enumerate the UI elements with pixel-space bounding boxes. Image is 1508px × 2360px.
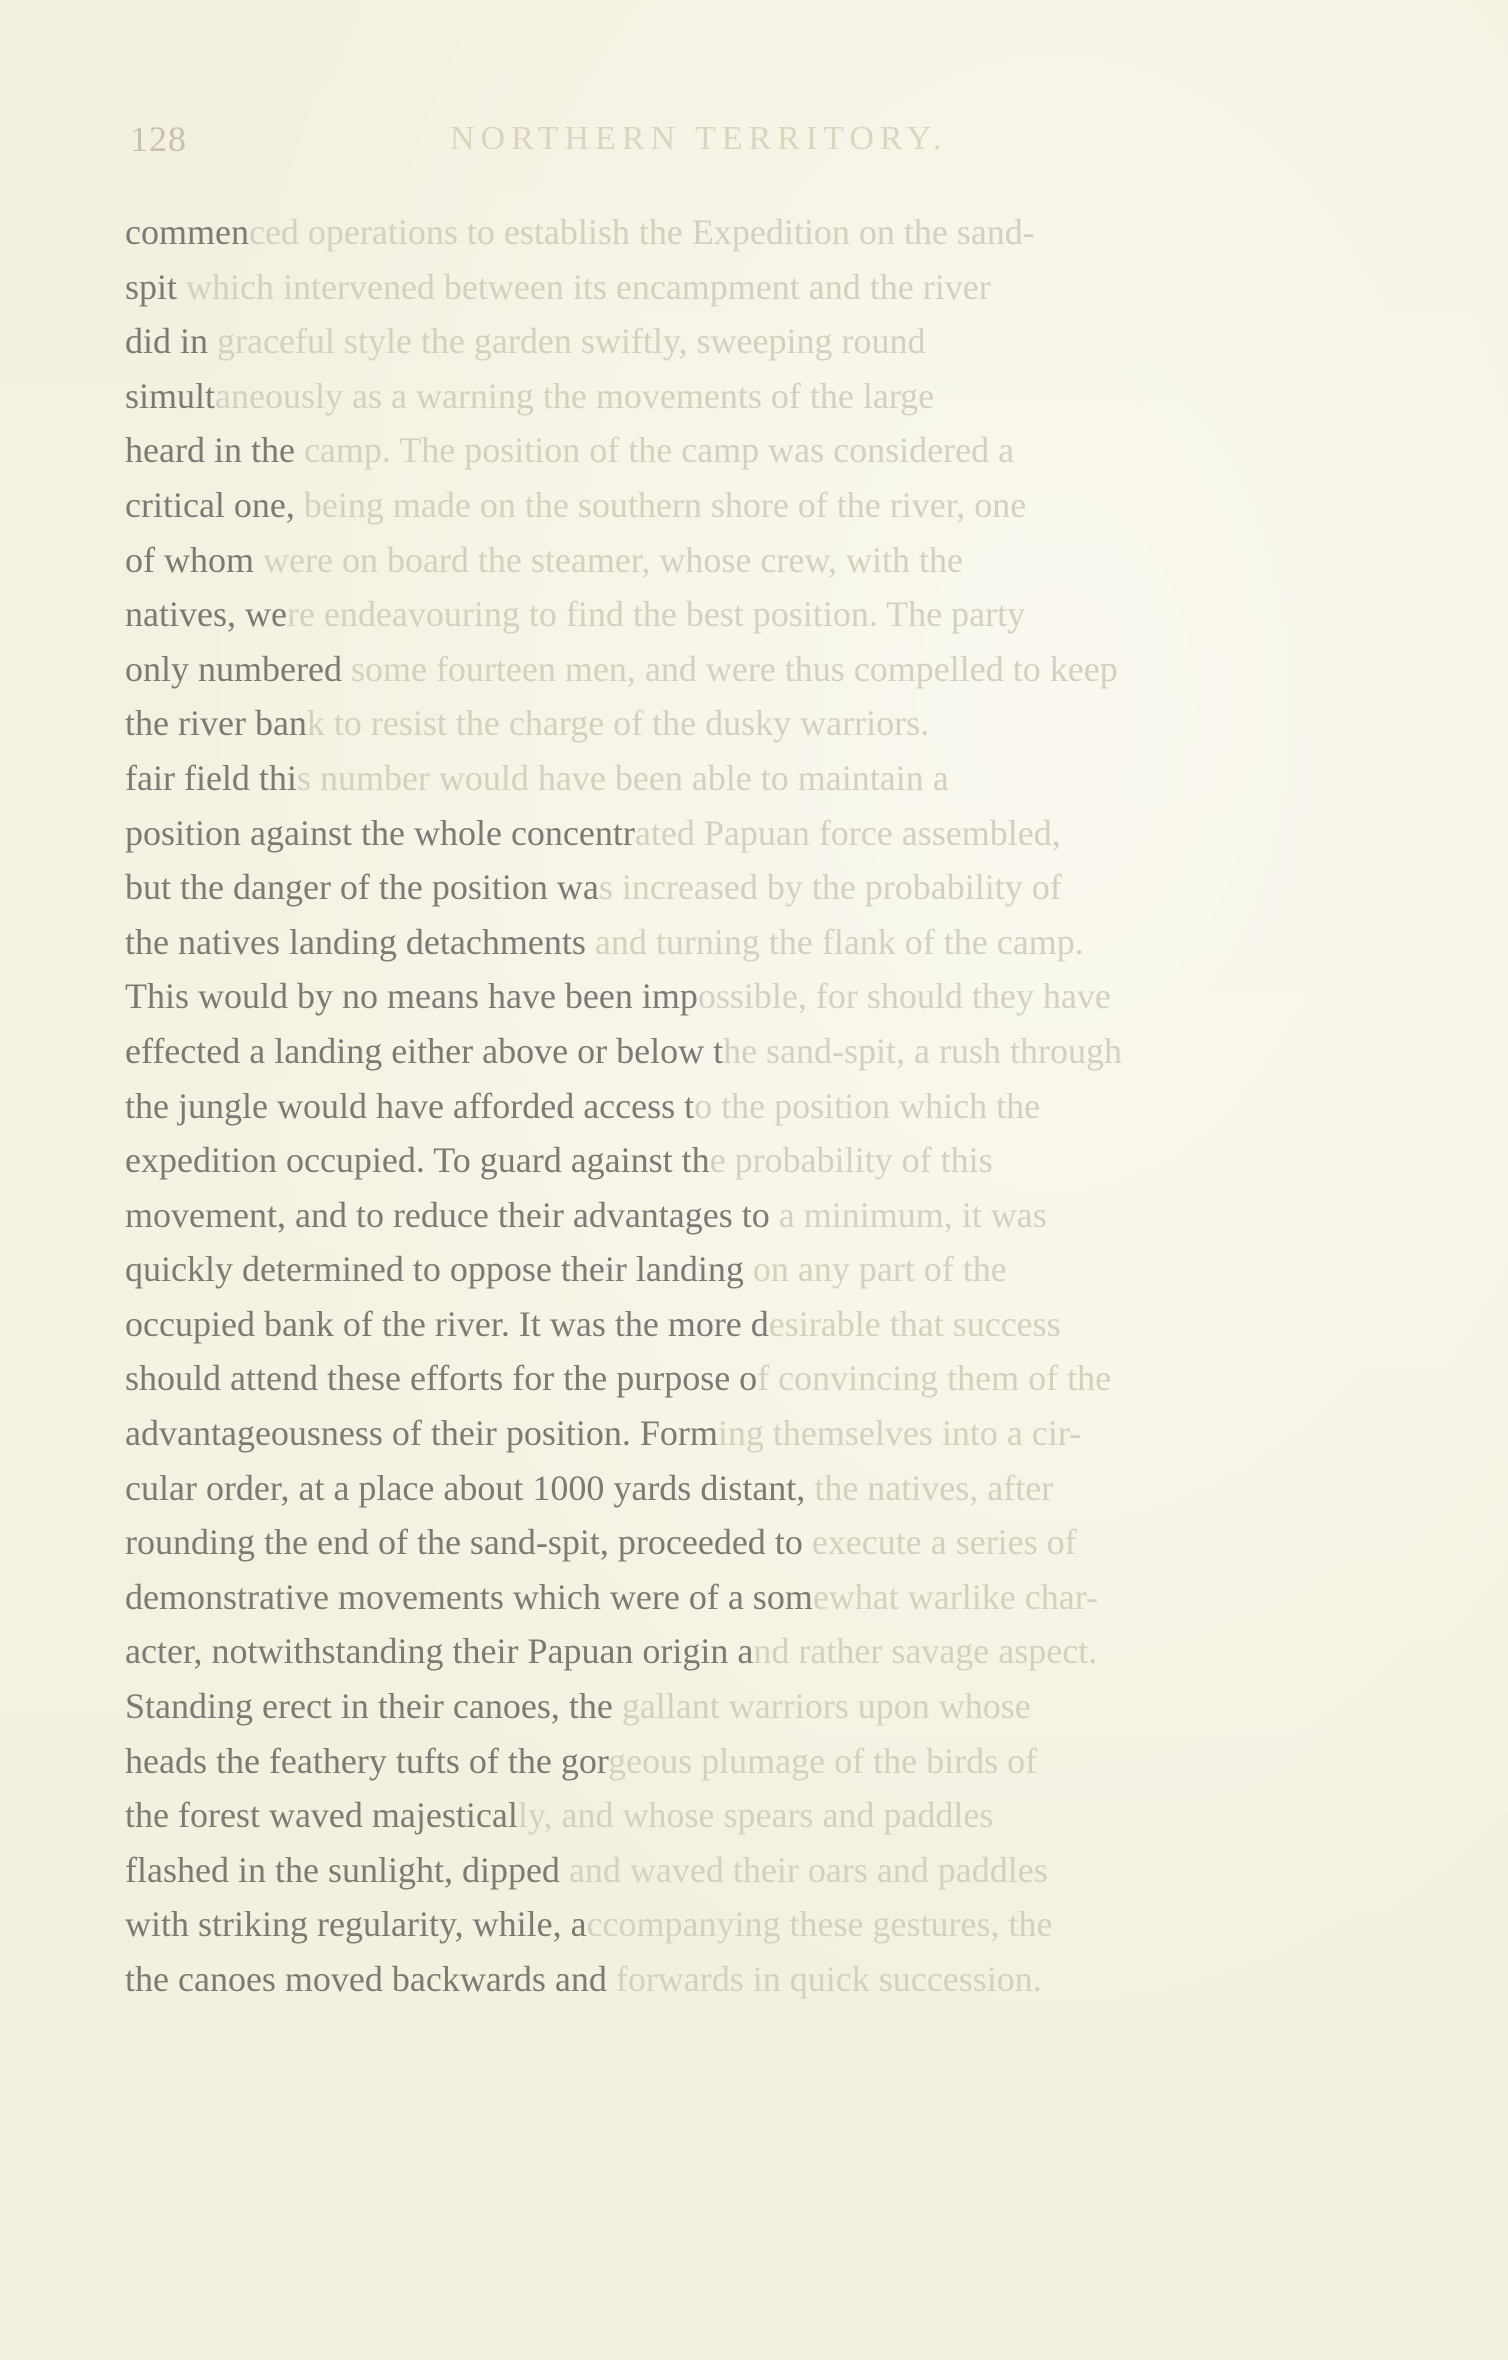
text-line-faded: camp. The position of the camp was considered a bbox=[294, 430, 1015, 471]
text-line-faded: ing themselves into a cir- bbox=[717, 1413, 1082, 1454]
text-line-visible: Standing erect in their canoes, the bbox=[125, 1686, 613, 1727]
text-line-faded: on any part of the bbox=[752, 1249, 1007, 1290]
text-line-faded: and turning the flank of the camp. bbox=[594, 921, 1084, 962]
body-text bbox=[125, 205, 1375, 2007]
text-line bbox=[125, 260, 1375, 315]
text-line-visible: This would by no means have been imp bbox=[125, 976, 698, 1017]
text-line-faded: nd rather savage aspect. bbox=[753, 1631, 1098, 1672]
text-line-visible: fair field thi bbox=[125, 757, 297, 798]
text-line-visible: flashed in the sunlight, dipped bbox=[125, 1849, 560, 1890]
text-line bbox=[125, 751, 1375, 806]
text-line bbox=[125, 1734, 1375, 1789]
text-line bbox=[125, 1188, 1375, 1243]
text-line-faded: o the position which the bbox=[694, 1085, 1041, 1126]
text-line-visible: should attend these efforts for the purpose o bbox=[125, 1358, 758, 1399]
text-line bbox=[125, 860, 1375, 915]
text-line-faded: being made on the southern shore of the river, one bbox=[303, 484, 1027, 525]
text-line-visible: the canoes moved backwards and bbox=[125, 1959, 607, 1999]
text-line-faded: e probability of this bbox=[709, 1140, 993, 1181]
text-line-visible: cular order, at a place about 1000 yards distant, bbox=[125, 1467, 806, 1508]
text-line-visible: only numbered bbox=[125, 648, 342, 689]
text-line bbox=[125, 969, 1375, 1024]
text-line bbox=[125, 205, 1375, 260]
text-line-visible: the jungle would have afforded access t bbox=[125, 1085, 695, 1126]
text-line bbox=[125, 1788, 1375, 1843]
text-line bbox=[125, 1897, 1375, 1952]
text-line-faded: s number would have been able to maintain a bbox=[296, 757, 949, 798]
text-line-faded: geous plumage of the birds of bbox=[608, 1740, 1038, 1781]
text-line-visible: acter, notwithstanding their Papuan origin a bbox=[125, 1631, 754, 1672]
text-line bbox=[125, 369, 1375, 424]
text-line bbox=[125, 533, 1375, 588]
text-line-faded: some fourteen men, and were thus compelled to keep bbox=[341, 648, 1118, 689]
text-line-visible: advantageousness of their position. Form bbox=[125, 1413, 718, 1454]
text-line bbox=[125, 1679, 1375, 1734]
text-line bbox=[125, 587, 1375, 642]
text-line-visible: of whom bbox=[125, 539, 263, 580]
text-line bbox=[125, 423, 1375, 478]
text-line bbox=[125, 1242, 1375, 1297]
text-line-visible: the forest waved majestical bbox=[125, 1795, 518, 1836]
text-line-visible: commen bbox=[125, 212, 249, 252]
text-line-faded: a minimum, it was bbox=[778, 1194, 1047, 1235]
text-line-visible: natives, we bbox=[125, 594, 287, 635]
text-line-visible: the natives landing detachments bbox=[125, 921, 595, 962]
text-line bbox=[125, 1297, 1375, 1352]
text-line-faded: aneously as a warning the movements of the large bbox=[215, 375, 935, 416]
text-line bbox=[125, 1952, 1375, 2007]
text-line-faded: he sand-spit, a rush through bbox=[723, 1030, 1123, 1071]
running-head: NORTHERN TERRITORY. bbox=[450, 120, 948, 157]
text-line-visible: occupied bank of the river. It was the more d bbox=[125, 1303, 769, 1344]
text-line bbox=[125, 1079, 1375, 1134]
text-line-faded: esirable that success bbox=[768, 1303, 1061, 1344]
text-line-faded: were on board the steamer, whose crew, with the bbox=[263, 539, 963, 580]
text-line bbox=[125, 314, 1375, 369]
text-line-visible: position against the whole concentr bbox=[125, 812, 635, 853]
text-line-faded: the natives, after bbox=[805, 1467, 1054, 1508]
text-line bbox=[125, 1133, 1375, 1188]
text-line-faded: ewhat warlike char- bbox=[812, 1576, 1098, 1617]
text-line-faded: ly, and whose spears and paddles bbox=[517, 1795, 994, 1836]
text-line-faded: k to resist the charge of the dusky warriors. bbox=[306, 703, 930, 744]
text-line-faded: s increased by the probability of bbox=[598, 867, 1062, 908]
text-line bbox=[125, 1570, 1375, 1625]
text-line-faded: ossible, for should they have bbox=[697, 976, 1111, 1017]
text-line-faded: which intervened between its encampment and the river bbox=[186, 266, 991, 307]
text-line-visible: heads the feathery tufts of the gor bbox=[125, 1740, 609, 1781]
text-line-faded: gallant warriors upon whose bbox=[612, 1686, 1031, 1727]
text-line-visible: expedition occupied. To guard against th bbox=[125, 1140, 710, 1181]
page-header bbox=[120, 118, 1380, 178]
text-line-faded: graceful style the garden swiftly, sweeping round bbox=[208, 321, 926, 362]
text-line-faded: forwards in quick succession. bbox=[606, 1959, 1042, 1999]
text-line bbox=[125, 642, 1375, 697]
text-line bbox=[125, 1515, 1375, 1570]
text-line-visible: critical one, bbox=[125, 484, 304, 525]
text-line-faded: ated Papuan force assembled, bbox=[634, 812, 1061, 853]
text-line bbox=[125, 1406, 1375, 1461]
text-line-visible: spit bbox=[125, 266, 187, 307]
text-line-visible: simult bbox=[125, 375, 216, 416]
text-line-visible: the river ban bbox=[125, 703, 307, 744]
text-line-visible: rounding the end of the sand-spit, proceeded to bbox=[125, 1522, 803, 1563]
text-line bbox=[125, 915, 1375, 970]
text-line-visible: effected a landing either above or below t bbox=[125, 1030, 724, 1071]
text-line bbox=[125, 696, 1375, 751]
text-line-faded: execute a series of bbox=[802, 1522, 1077, 1563]
text-line bbox=[125, 1624, 1375, 1679]
text-line bbox=[125, 1024, 1375, 1079]
text-line-visible: but the danger of the position wa bbox=[125, 867, 599, 908]
text-line-faded: ced operations to establish the Expedition on the sand- bbox=[248, 212, 1035, 252]
text-line-faded: and waved their oars and paddles bbox=[559, 1849, 1048, 1890]
text-line bbox=[125, 1461, 1375, 1516]
text-line-visible: did in bbox=[125, 321, 209, 362]
text-line-visible: demonstrative movements which were of a som bbox=[125, 1576, 813, 1617]
text-line-faded: f convincing them of the bbox=[757, 1358, 1112, 1399]
text-line-visible: movement, and to reduce their advantages to bbox=[125, 1194, 779, 1235]
text-line-faded: ccompanying these gestures, the bbox=[586, 1904, 1053, 1945]
text-line bbox=[125, 1843, 1375, 1898]
text-line-visible: with striking regularity, while, a bbox=[125, 1904, 587, 1945]
page-number: 128 bbox=[130, 119, 187, 159]
text-line bbox=[125, 806, 1375, 861]
text-line-visible: quickly determined to oppose their landing bbox=[125, 1249, 753, 1290]
text-line-visible: heard in the bbox=[125, 430, 295, 471]
text-line bbox=[125, 1351, 1375, 1406]
text-line bbox=[125, 478, 1375, 533]
text-line-faded: re endeavouring to find the best position. The party bbox=[286, 594, 1026, 635]
